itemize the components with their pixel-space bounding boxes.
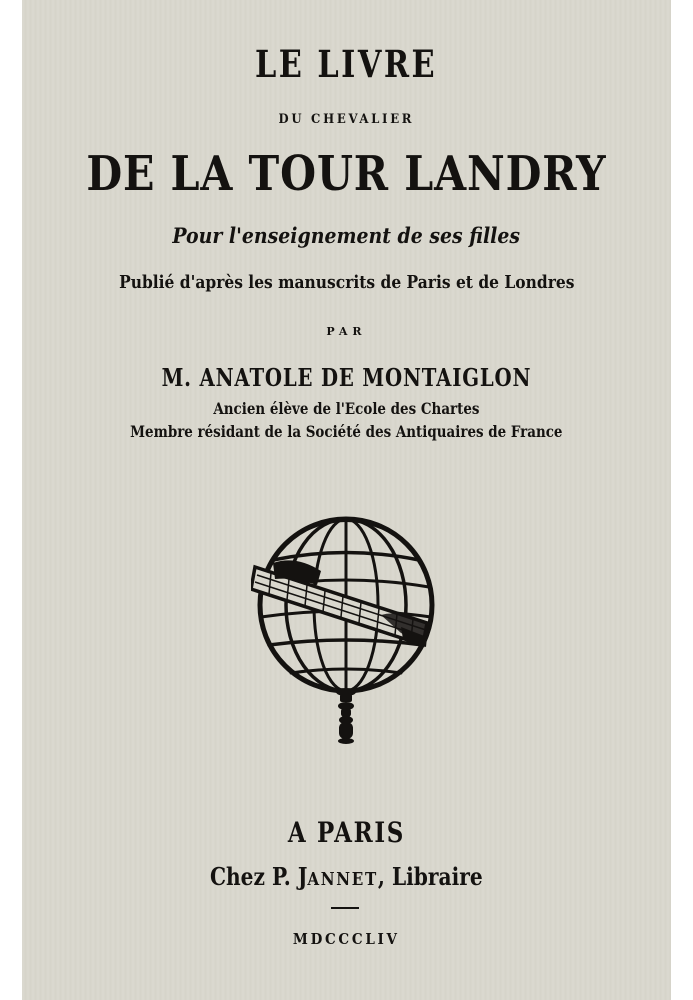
- imprint-publisher: Chez P. JANNET, Libraire: [210, 862, 483, 891]
- armillary-sphere-icon: [251, 505, 441, 745]
- title-line-2: DU CHEVALIER: [278, 112, 415, 127]
- by-line: PAR: [326, 325, 367, 338]
- author-credential-2: Membre résidant de la Société des Antiquaires de France: [130, 422, 563, 441]
- title-page: [22, 0, 671, 1000]
- subtitle: Pour l'enseignement de ses filles: [172, 223, 521, 248]
- imprint-place: A PARIS: [287, 816, 406, 849]
- author-credential-1: Ancien élève de l'Ecole des Chartes: [213, 399, 480, 418]
- title-line-3: DE LA TOUR LANDRY: [86, 146, 607, 202]
- title-line-1: LE LIVRE: [255, 42, 438, 86]
- author-name: M. ANATOLE DE MONTAIGLON: [161, 363, 532, 392]
- publication-note: Publié d'après les manuscrits de Paris et de Londres: [118, 272, 575, 293]
- imprint-year: MDCCCLIV: [293, 930, 400, 948]
- imprint-divider: [331, 907, 359, 909]
